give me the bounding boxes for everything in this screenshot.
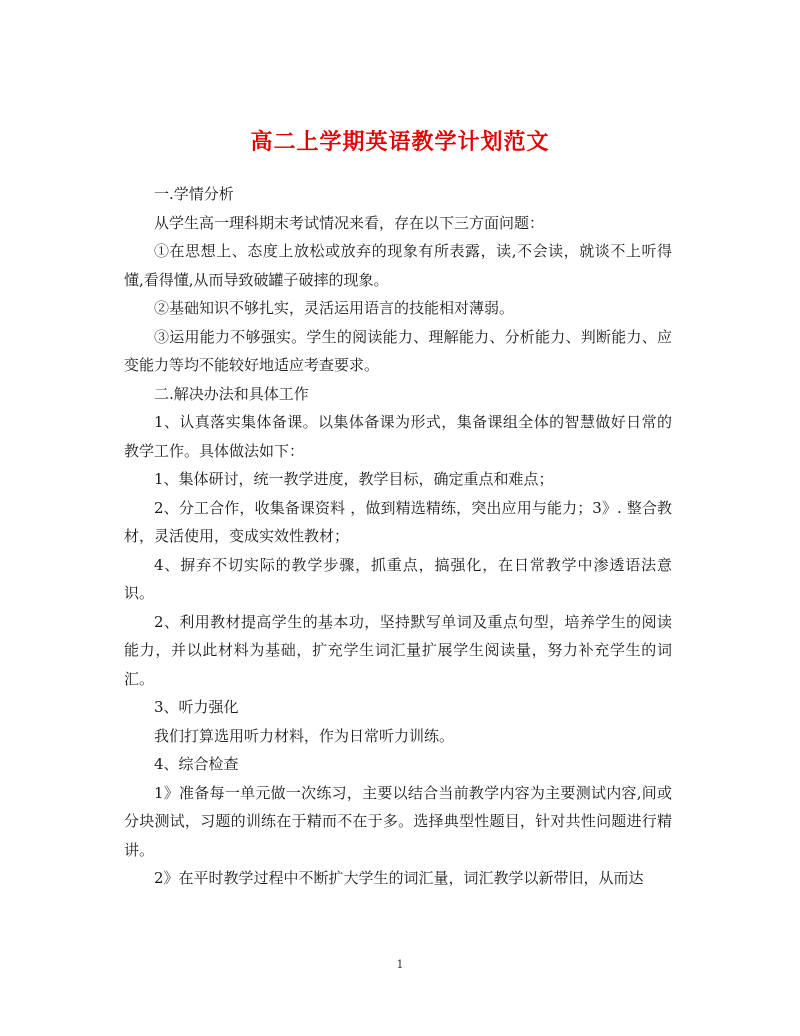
body-paragraph: ②基础知识不够扎实，灵活运用语言的技能相对薄弱。 (154, 299, 515, 317)
body-paragraph: 4、摒弃不切实际的教学步骤，抓重点，搞强化，在日常教学中渗透语法意识。 (124, 555, 672, 602)
body-paragraph: ③运用能力不够强实。学生的阅读能力、理解能力、分析能力、判断能力、应变能力等均不能较好地适应考查要求。 (124, 327, 672, 374)
body-paragraph: 2、利用教材提高学生的基本功，坚持默写单词及重点句型，培养学生的阅读能力，并以此材料为基础，扩充学生词汇量扩展学生阅读量，努力补充学生的词汇。 (124, 612, 672, 688)
body-paragraph: 1》准备每一单元做一次练习，主要以结合当前教学内容为主要测试内容,间或分块测试，习题的训练在于精而不在于多。选择典型性题目，针对共性问题进行精讲。 (124, 783, 672, 859)
document-title: 高二上学期英语教学计划范文 (250, 128, 550, 155)
page-number: 1 (396, 958, 404, 971)
body-paragraph: 1、认真落实集体备课。以集体备课为形式，集备课组全体的智慧做好日常的教学工作。具体做法如下： (124, 413, 672, 460)
body-paragraph: ①在思想上、态度上放松或放弃的现象有所表露，读,不会读，就谈不上听得懂,看得懂,从而导致破罐子破摔的现象。 (124, 242, 672, 289)
subsection-heading-review: 4、综合检查 (154, 755, 239, 773)
body-paragraph: 1、集体研讨，统一教学进度，教学目标，确定重点和难点； (154, 470, 554, 488)
section-heading-solutions: 二.解决办法和具体工作 (154, 384, 309, 403)
section-heading-situation-analysis: 一.学情分析 (154, 185, 234, 203)
document-body (124, 180, 672, 893)
body-paragraph: 我们打算选用听力材料，作为日常听力训练。 (154, 726, 455, 745)
subsection-heading-listening: 3、听力强化 (154, 698, 239, 716)
body-paragraph: 2、分工合作，收集备课资料 ，做到精选精练，突出应用与能力；3》. 整合教材，灵活使用，变成实效性教材； (124, 498, 672, 545)
body-paragraph: 2》在平时教学过程中不断扩大学生的词汇量，词汇教学以新带旧，从而达 (154, 869, 644, 887)
body-paragraph: 从学生高一理科期末考试情况来看，存在以下三方面问题： (154, 213, 545, 232)
